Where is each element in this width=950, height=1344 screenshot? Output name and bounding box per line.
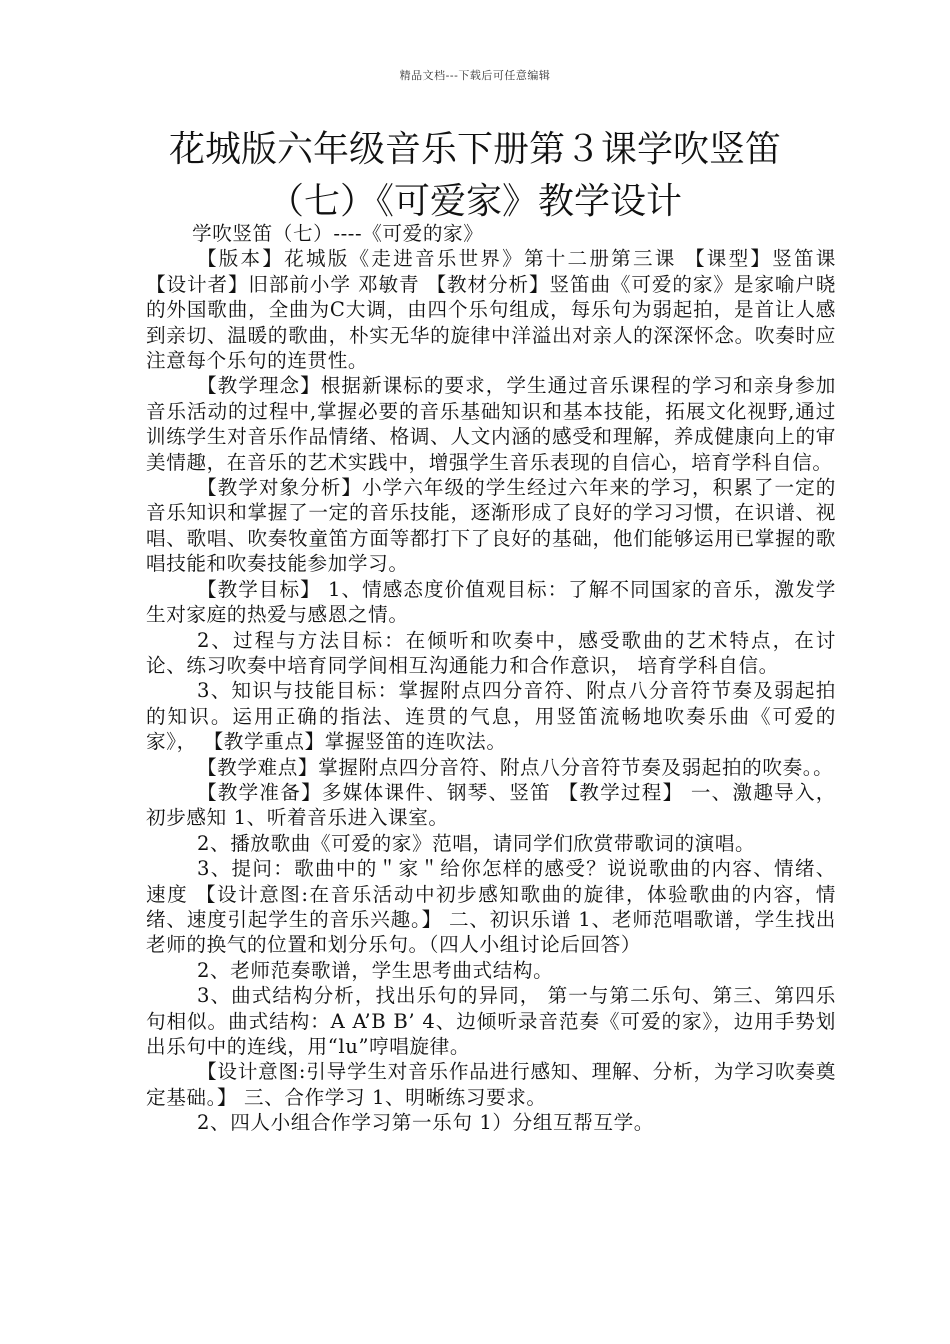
paragraph-step-teacher-play: 2、老师范奏歌谱，学生思考曲式结构。 [196, 958, 554, 982]
document-title-line-1: 花城版六年级音乐下册第３课学吹竖笛 [168, 129, 781, 170]
paragraph-version: 【版本】花城版《走进音乐世界》第十二册第三课 【课型】竖笛课 【设计者】旧部前小学 邓敏青 【教材分析】竖笛曲《可爱的家》是家喻户晓的外国歌曲，全曲为C大调，由四个乐句组成，每乐句为弱起拍，是首让人感到亲切、温暖的歌曲，朴实无华的旋律中洋溢出对亲人的深深怀念。吹奏时应注意每个乐句的连贯性。 [146, 247, 836, 373]
document-body [146, 221, 836, 1136]
paragraph-step-structure-analysis: 3、曲式结构分析，找出乐句的异同， 第一与第二乐句、第三、第四乐句相似。曲式结构：A A’B B’ 4、边倾听录音范奏《可爱的家》，边用手势划出乐句中的连线，用“lu”哼唱旋律。 [146, 984, 836, 1058]
paragraph-goal-2: 2、过程与方法目标：在倾听和吹奏中，感受歌曲的艺术特点，在讨论、练习吹奏中培育同学间相互沟通能力和合作意识， 培育学科自信。 [146, 628, 836, 677]
paragraph-preparation-process: 【教学准备】多媒体课件、钢琴、竖笛 【教学过程】 一、激趣导入，初步感知 1、听着音乐进入课室。 [146, 780, 836, 830]
paragraph-design-intent: 【设计意图:引导学生对音乐作品进行感知、理解、分析，为学习吹奏奠定基础。】 三、合作学习 1、明晰练习要求。 [146, 1060, 836, 1109]
document-subtitle: 学吹竖笛（七）----《可爱的家》 [192, 222, 484, 245]
paragraph-teaching-concept: 【教学理念】根据新课标的要求，学生通过音乐课程的学习和亲身参加音乐活动的过程中,掌握必要的音乐基础知识和基本技能，拓展文化视野,通过训练学生对音乐作品情绪、格调、人文内涵的感受和理解，养成健康向上的审美情趣，在音乐的艺术实践中，增强学生音乐表现的自信心，培育学科自信。 [146, 374, 836, 474]
header-note: 精品文档---下载后可任意编辑 [399, 69, 551, 82]
paragraph-step-question: 3、提问：歌曲中的＂家＂给你怎样的感受？说说歌曲的内容、情绪、速度 【设计意图:在音乐活动中初步感知歌曲的旋律，体验歌曲的内容，情绪、速度引起学生的音乐兴趣。】 二、初识乐谱 1、老师范唱歌谱，学生找出老师的换气的位置和划分乐句。（四人小组讨论后回答） [146, 857, 836, 957]
paragraph-teaching-difficulty: 【教学难点】掌握附点四分音符、附点八分音符节奏及弱起拍的吹奏。。 [196, 755, 834, 779]
paragraph-teaching-goals: 【教学目标】 1、情感态度价值观目标：了解不同国家的音乐，激发学生对家庭的热爱与感恩之情。 [146, 577, 836, 627]
paragraph-goal-3: 3、知识与技能目标：掌握附点四分音符、附点八分音符节奏及弱起拍的知识。运用正确的指法、连贯的气息，用竖笛流畅地吹奏乐曲《可爱的家》， 【教学重点】掌握竖笛的连吹法。 [146, 679, 836, 754]
paragraph-student-analysis: 【教学对象分析】小学六年级的学生经过六年来的学习，积累了一定的音乐知识和掌握了一定的音乐技能，逐渐形成了良好的学习习惯，在识谱、视唱、歌唱、吹奏牧童笛方面等都打下了良好的基础，他们能够运用已掌握的歌唱技能和吹奏技能参加学习。 [146, 476, 836, 576]
document-title-line-2: （七）《可爱家》教学设计 [267, 181, 682, 222]
paragraph-step-play-song: 2、播放歌曲《可爱的家》范唱，请同学们欣赏带歌词的演唱。 [196, 831, 756, 855]
paragraph-group-study: 2、四人小组合作学习第一乐句 1）分组互帮互学。 [196, 1111, 654, 1135]
